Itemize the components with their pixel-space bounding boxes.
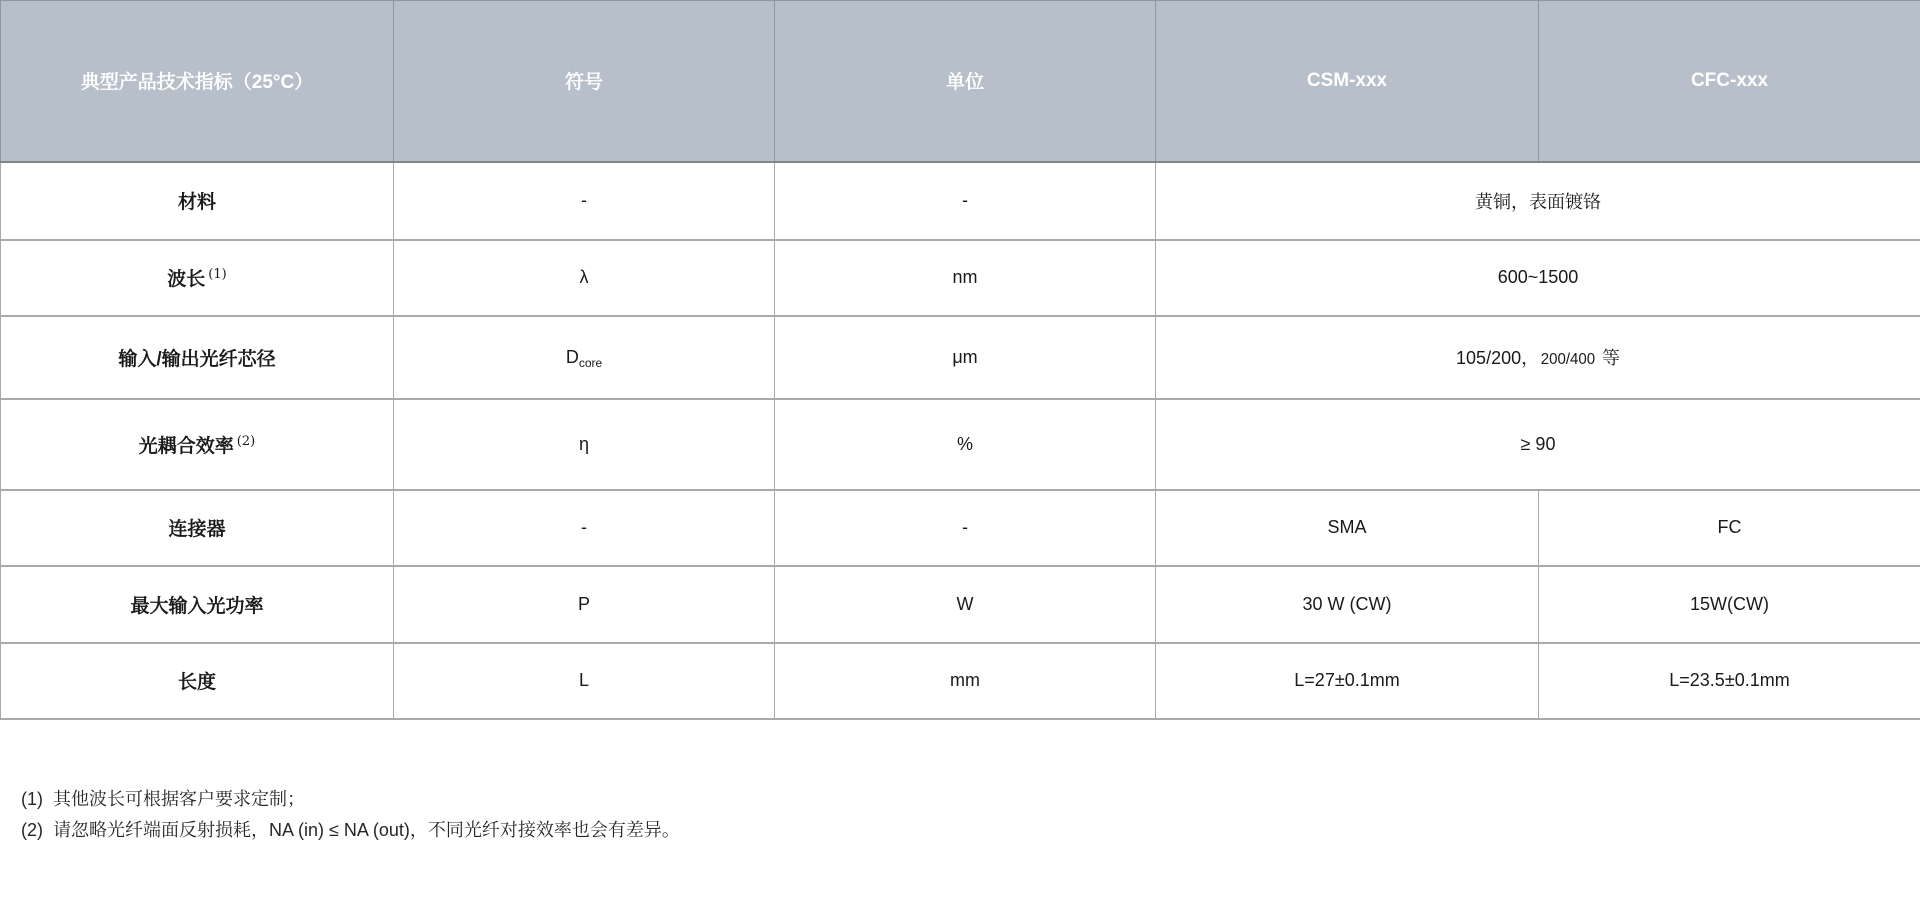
footnote-2-marker: (2) xyxy=(21,819,43,840)
footnote-1 xyxy=(21,788,1920,810)
unit-max-input-power: W xyxy=(775,566,1156,643)
table-row-wavelength xyxy=(1,240,1920,316)
symbol-core-base: D xyxy=(565,346,579,367)
wavelength-label-text: 波长 xyxy=(167,269,206,290)
header-symbol: 符号 xyxy=(394,1,775,162)
footnote-2 xyxy=(21,819,1920,841)
core-value-part3: 等 xyxy=(1596,348,1620,368)
value-length-csm: L=27±0.1mm xyxy=(1156,643,1539,719)
table-row-material xyxy=(1,162,1920,240)
row-label-max-input-power: 最大输入光功率 xyxy=(1,566,394,643)
unit-connector: - xyxy=(775,490,1156,566)
table-row-core-diameter xyxy=(1,316,1920,399)
unit-core-diameter: μm xyxy=(775,316,1156,399)
symbol-connector: - xyxy=(394,490,775,566)
footnote-1-marker: (1) xyxy=(21,788,43,809)
header-csm: CSM-xxx xyxy=(1156,1,1539,162)
table-row-connector xyxy=(1,490,1920,566)
value-wavelength: 600~1500 xyxy=(1156,240,1920,316)
header-cfc: CFC-xxx xyxy=(1539,1,1920,162)
table-row-coupling-efficiency xyxy=(1,399,1920,490)
row-label-core-diameter: 输入/输出光纤芯径 xyxy=(1,316,394,399)
value-length-cfc: L=23.5±0.1mm xyxy=(1539,643,1920,719)
header-row xyxy=(1,1,1920,162)
core-value-part2: 200/400 xyxy=(1540,351,1596,368)
header-unit: 单位 xyxy=(775,1,1156,162)
value-coupling-efficiency: ≥ 90 xyxy=(1156,399,1920,490)
value-max-power-cfc: 15W(CW) xyxy=(1539,566,1920,643)
efficiency-label-text: 光耦合效率 xyxy=(138,435,234,457)
symbol-core-subscript: core xyxy=(578,355,603,370)
symbol-max-input-power: P xyxy=(394,566,775,643)
header-spec-name: 典型产品技术指标（25°C） xyxy=(1,1,394,162)
value-material: 黄铜，表面镀铬 xyxy=(1156,162,1920,240)
spec-table-header xyxy=(1,1,1920,162)
spec-table-body xyxy=(1,162,1920,719)
symbol-wavelength: λ xyxy=(394,240,775,316)
symbol-coupling-efficiency: η xyxy=(394,399,775,490)
unit-material: - xyxy=(775,162,1156,240)
efficiency-footnote-ref: (2) xyxy=(236,433,256,449)
symbol-core-diameter xyxy=(394,316,775,399)
value-core-diameter xyxy=(1156,316,1920,399)
row-label-length: 长度 xyxy=(1,643,394,719)
value-connector-csm: SMA xyxy=(1156,490,1539,566)
unit-coupling-efficiency: % xyxy=(775,399,1156,490)
footnotes xyxy=(0,788,1920,841)
value-connector-cfc: FC xyxy=(1539,490,1920,566)
unit-length: mm xyxy=(775,643,1156,719)
symbol-length: L xyxy=(394,643,775,719)
wavelength-footnote-ref: (1) xyxy=(208,267,227,282)
unit-wavelength: nm xyxy=(775,240,1156,316)
row-label-wavelength xyxy=(1,240,394,316)
row-label-connector: 连接器 xyxy=(1,490,394,566)
footnote-2-text: 请忽略光纤端面反射损耗，NA (in) ≤ NA (out)，不同光纤对接效率也会有差异。 xyxy=(53,819,680,840)
row-label-coupling-efficiency xyxy=(1,399,394,490)
symbol-material: - xyxy=(394,162,775,240)
core-value-part1: 105/200， xyxy=(1456,348,1540,368)
table-row-max-input-power xyxy=(1,566,1920,643)
table-row-length xyxy=(1,643,1920,719)
value-max-power-csm: 30 W (CW) xyxy=(1156,566,1539,643)
row-label-material: 材料 xyxy=(1,162,394,240)
footnote-1-text: 其他波长可根据客户要求定制； xyxy=(53,788,305,809)
